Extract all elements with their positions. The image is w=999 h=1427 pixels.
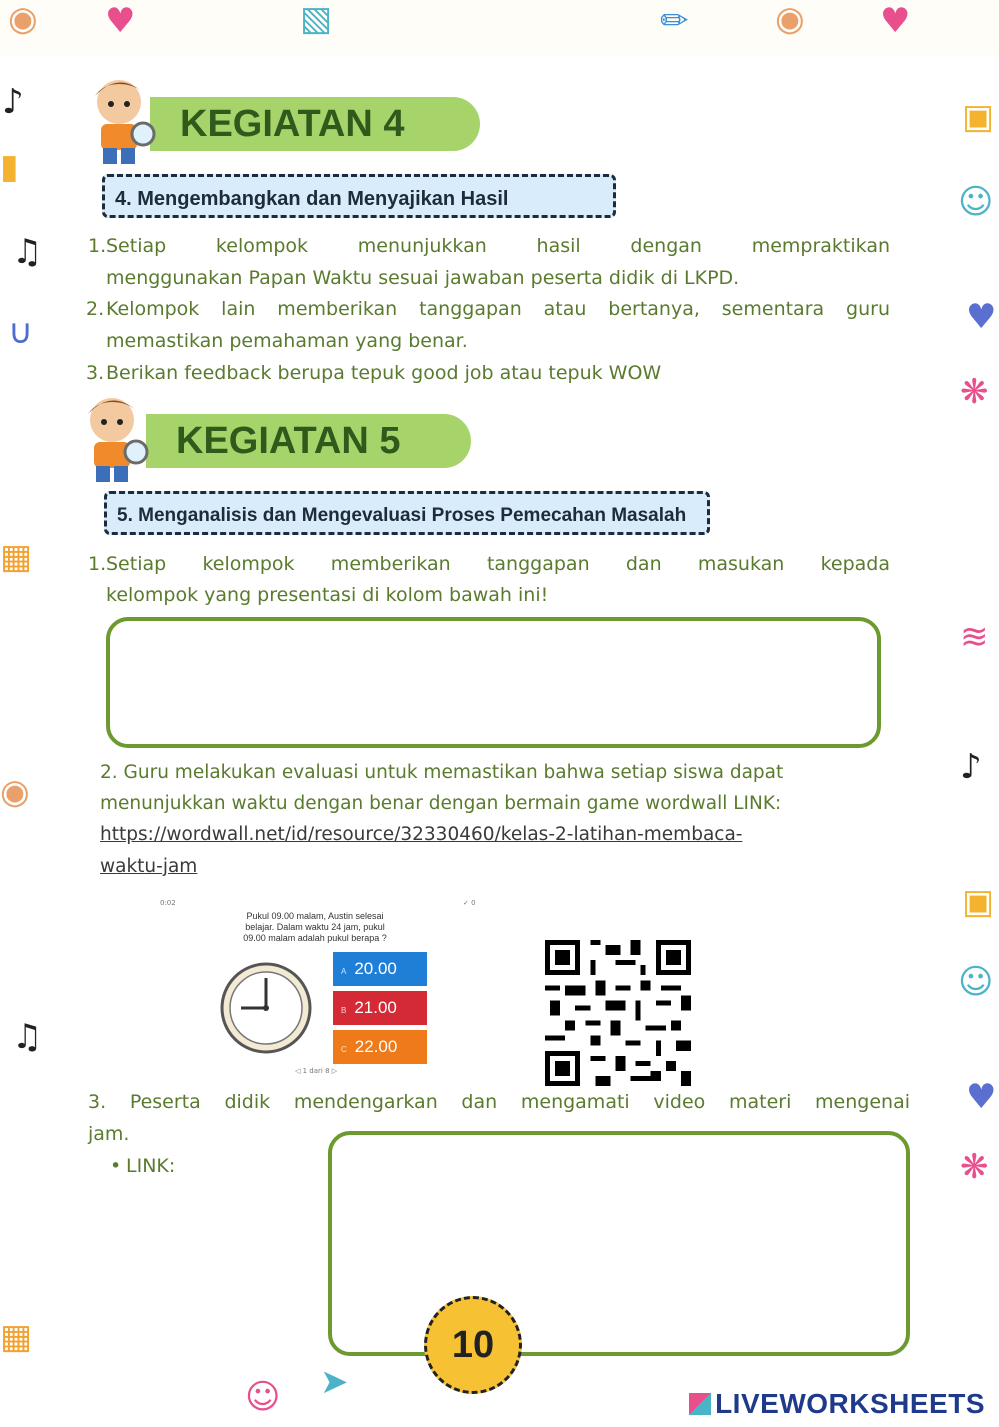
pencil-icon: ✏ [660,1,689,41]
k4-item-3-line1: Berikan feedback berupa tepuk good job atau tepuk WOW [106,362,662,384]
answer-letter: A [341,967,347,976]
k5-item-1-line1: Setiap kelompok memberikan tanggapan dan masukan kepada [106,553,890,575]
music-note-icon: ♫ [12,1017,43,1057]
liveworksheets-watermark[interactable] [689,1388,985,1420]
palette-icon: ◉ [775,0,805,39]
k5-item-3-line2: jam. [88,1123,130,1145]
wordwall-game-preview[interactable] [155,895,485,1085]
wordwall-link-continued[interactable]: waktu-jam [100,856,198,877]
page-number-badge: 10 [424,1296,522,1394]
heart-icon: ♥ [105,1,136,41]
k4-item-2-number: 2. [86,298,105,320]
wifi-icon: ≋ [960,617,989,657]
k5-item-2-line2: menunjukkan waktu dengan benar dengan bermain game wordwall LINK: [100,793,782,814]
k5-item-1-number: 1. [88,553,107,575]
detective-kid-icon [75,70,157,170]
smiley-icon: ☺ [958,962,994,1002]
k5-item-1-line2: kelompok yang presentasi di kolom bawah ini! [106,584,549,606]
heart-icon: ♥ [966,297,997,337]
answer-letter: C [341,1045,347,1054]
atom-icon: ❋ [960,1147,989,1187]
smiley-icon: ☺ [245,1377,281,1417]
video-link-label: LINK: [126,1155,176,1177]
game-question-line3: 09.00 malam adalah pukul berapa ? [243,933,387,943]
kegiatan-5-subheading: 5. Menganalisis dan Mengevaluasi Proses Pemecahan Masalah [104,491,710,535]
answer-letter: B [341,1006,347,1015]
kegiatan-4-banner: KEGIATAN 4 [150,97,480,151]
game-score: ✓ 0 [463,899,476,907]
k5-item-3-line1: 3. Peserta didik mendengarkan dan mengamati video materi mengenai [88,1091,910,1113]
watermark-text: LIVEWORKSHEETS [715,1388,985,1419]
qr-code[interactable] [545,940,691,1086]
heart-icon: ♥ [880,1,911,41]
book-icon: ▧ [300,0,333,39]
video-link-answer-box[interactable] [328,1131,910,1356]
doodle-border-top [0,0,999,55]
answer-text: 22.00 [354,1037,398,1056]
game-timer: 0:02 [160,899,176,907]
kegiatan-5-banner: KEGIATAN 5 [146,414,471,468]
k4-item-2-line2: memastikan pemahaman yang benar. [106,330,468,352]
answer-text: 21.00 [354,998,397,1017]
game-answer-b[interactable] [333,991,427,1025]
detective-kid-icon [68,388,150,488]
k5-item-2-line1: 2. Guru melakukan evaluasi untuk memastikan bahwa setiap siswa dapat [100,762,784,783]
box-icon: ▣ [962,97,995,137]
bullet-dot: • [110,1155,122,1177]
wordwall-link[interactable]: https://wordwall.net/id/resource/32330460/kelas-2-latihan-membaca- [100,824,743,845]
ruler-icon: ▮ [0,147,19,187]
answer-text: 20.00 [354,959,397,978]
box-icon: ▣ [962,882,995,922]
music-note-icon: ♫ [12,232,43,272]
palette-icon: ◉ [0,772,30,812]
smiley-icon: ☺ [958,182,994,222]
magnet-icon: ∪ [8,312,33,352]
k4-item-1-line2: menggunakan Papan Waktu sesuai jawaban peserta didik di LKPD. [106,267,740,289]
palette-icon: ◉ [8,0,38,39]
k4-item-3-number: 3. [86,362,105,384]
game-pager[interactable]: ◁ 1 dari 8 ▷ [295,1067,338,1075]
kegiatan-4-subheading: 4. Mengembangkan dan Menyajikan Hasil [102,174,616,218]
calculator-icon: ▦ [0,1317,33,1357]
liveworksheets-logo-icon [689,1393,711,1415]
heart-icon: ♥ [966,1077,997,1117]
game-question-line1: Pukul 09.00 malam, Austin selesai [246,911,384,921]
k4-item-1-line1: Setiap kelompok menunjukkan hasil dengan mempraktikan [106,235,890,257]
game-answer-c[interactable] [333,1030,427,1064]
music-note-icon: ♪ [2,82,24,122]
music-note-icon: ♪ [960,747,982,787]
paper-plane-icon: ➤ [320,1362,349,1402]
k4-item-1-number: 1. [88,235,107,257]
calculator-icon: ▦ [0,537,33,577]
clock-icon [219,961,313,1055]
atom-icon: ❋ [960,372,989,412]
feedback-answer-box[interactable] [106,617,881,748]
game-answer-a[interactable] [333,952,427,986]
k4-item-2-line1: Kelompok lain memberikan tanggapan atau bertanya, sementara guru [106,298,890,320]
game-question-line2: belajar. Dalam waktu 24 jam, pukul [245,922,385,932]
